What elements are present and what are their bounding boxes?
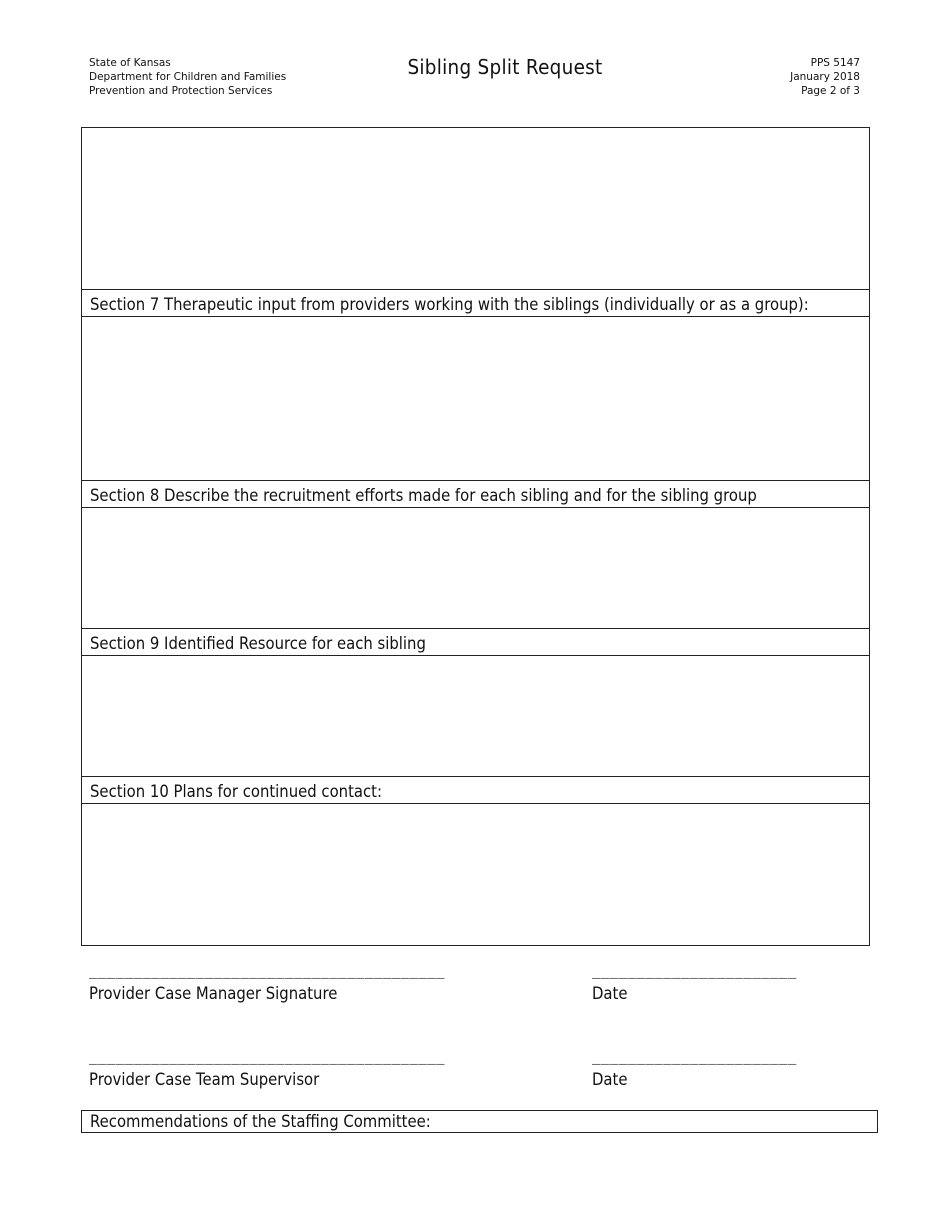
agency-state: State of Kansas [89,57,171,69]
document-title: Sibling Split Request [407,55,603,79]
case-manager-date-line[interactable]: _______________________ [592,966,797,982]
section-7-response-area[interactable] [82,317,869,480]
supervisor-signature-line[interactable]: ________________________________________ [89,1052,446,1068]
supervisor-date-label: Date [592,1070,628,1089]
form-date: January 2018 [790,71,860,83]
recommendations-field[interactable] [81,1110,878,1133]
agency-department: Department for Children and Families [89,71,287,83]
section-7-label: Section 7 Therapeutic input from providers working with the siblings (individually or as a group): [82,289,869,317]
page-number: Page 2 of 3 [801,85,860,97]
supervisor-signature-label: Provider Case Team Supervisor [89,1070,320,1089]
recommendations-label: Recommendations of the Staffing Committee: [90,1112,431,1131]
section-8-label: Section 8 Describe the recruitment efforts made for each sibling and for the sibling group [82,480,869,508]
form-info-block [790,56,860,98]
case-manager-signature-label: Provider Case Manager Signature [89,984,338,1003]
section-9-response-area[interactable] [82,656,869,776]
case-manager-date-label: Date [592,984,628,1003]
agency-block [89,56,286,98]
supervisor-date-line[interactable]: _______________________ [592,1052,797,1068]
section-9-label: Section 9 Identified Resource for each sibling [82,628,869,656]
form-number: PPS 5147 [810,57,860,69]
form-sections-box [81,127,870,946]
section-10-response-area[interactable] [82,804,869,945]
section-8-response-area[interactable] [82,508,869,628]
section-6-response-area[interactable] [82,128,869,289]
agency-division: Prevention and Protection Services [89,85,273,97]
section-10-label: Section 10 Plans for continued contact: [82,776,869,804]
case-manager-signature-line[interactable]: ________________________________________ [89,966,446,982]
